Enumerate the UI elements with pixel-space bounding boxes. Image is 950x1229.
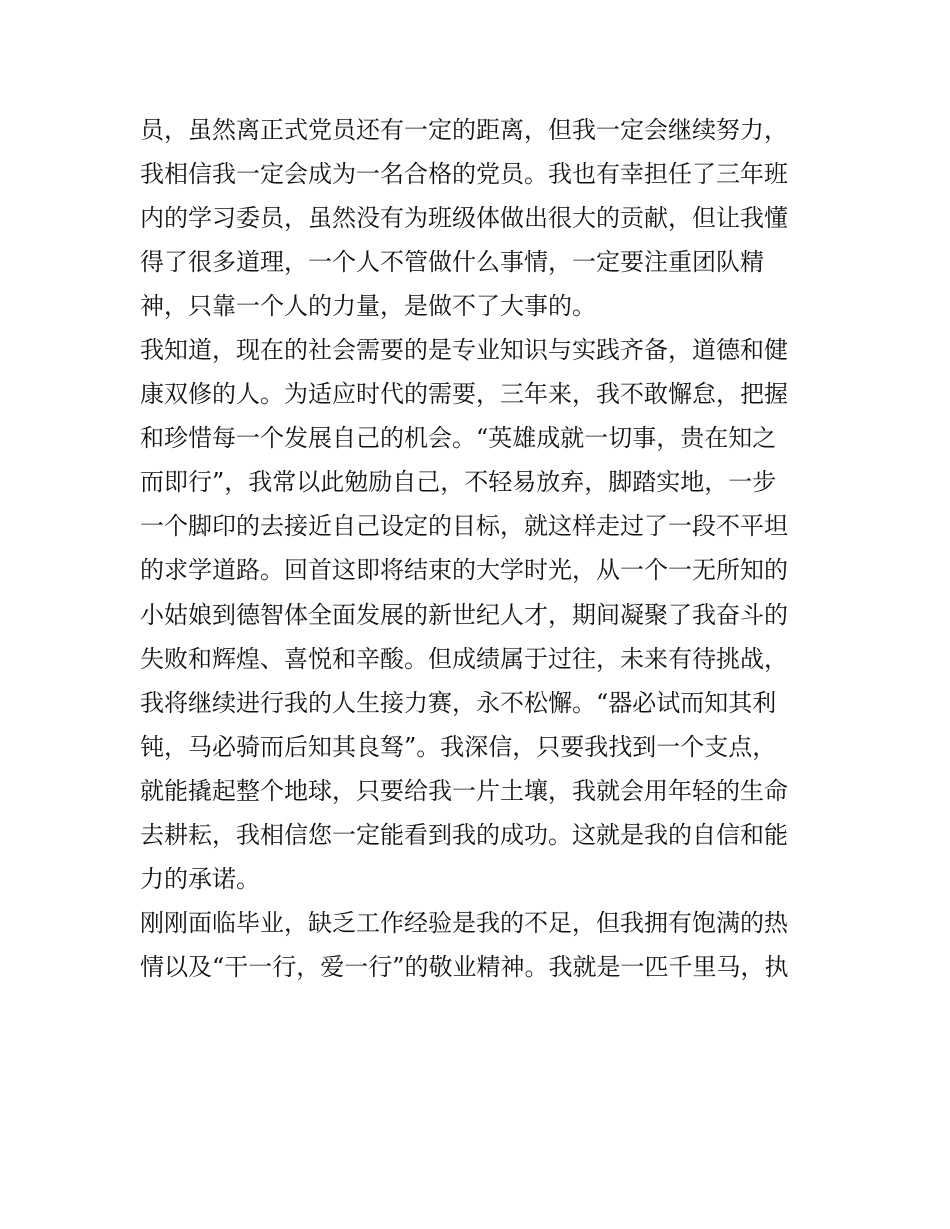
text-line: 得了很多道理，一个人不管做什么事情，一定要注重团队精 xyxy=(140,248,764,277)
text-line: 钝，马必骑而后知其良驽”。我深信，只要我找到一个支点， xyxy=(140,732,777,761)
text-line: 的求学道路。回首这即将结束的大学时光，从一个一无所知的 xyxy=(140,556,788,585)
text-line: 小姑娘到德智体全面发展的新世纪人才，期间凝聚了我奋斗的 xyxy=(140,600,788,629)
text-line: 刚刚面临毕业，缺乏工作经验是我的不足，但我拥有饱满的热 xyxy=(140,908,788,937)
text-line: 失败和辉煌、喜悦和辛酸。但成绩属于过往，未来有待挑战， xyxy=(140,644,788,673)
text-line: 一个脚印的去接近自己设定的目标，就这样走过了一段不平坦 xyxy=(140,512,788,541)
text-line: 力的承诺。 xyxy=(140,864,260,893)
text-line: 我将继续进行我的人生接力赛，永不松懈。“器必试而知其利 xyxy=(140,688,777,717)
text-line: 就能撬起整个地球，只要给我一片土壤，我就会用年轻的生命 xyxy=(140,776,788,805)
text-line: 而即行”，我常以此勉励自己，不轻易放弃，脚踏实地，一步 xyxy=(140,468,777,497)
text-line: 康双修的人。为适应时代的需要，三年来，我不敢懈怠，把握 xyxy=(140,380,788,409)
text-line: 内的学习委员，虽然没有为班级体做出很大的贡献，但让我懂 xyxy=(140,204,788,233)
text-line: 我知道，现在的社会需要的是专业知识与实践齐备，道德和健 xyxy=(140,336,788,365)
text-line: 员，虽然离正式党员还有一定的距离，但我一定会继续努力， xyxy=(140,116,788,144)
text-line: 情以及“干一行，爱一行”的敬业精神。我就是一匹千里马，执 xyxy=(140,952,789,981)
text-line: 和珍惜每一个发展自己的机会。“英雄成就一切事，贵在知之 xyxy=(140,424,777,453)
text-line: 神，只靠一个人的力量，是做不了大事的。 xyxy=(140,292,596,321)
text-line: 我相信我一定会成为一名合格的党员。我也有幸担任了三年班 xyxy=(140,160,788,189)
text-line: 去耕耘，我相信您一定能看到我的成功。这就是我的自信和能 xyxy=(140,820,788,849)
document-body xyxy=(140,108,820,989)
